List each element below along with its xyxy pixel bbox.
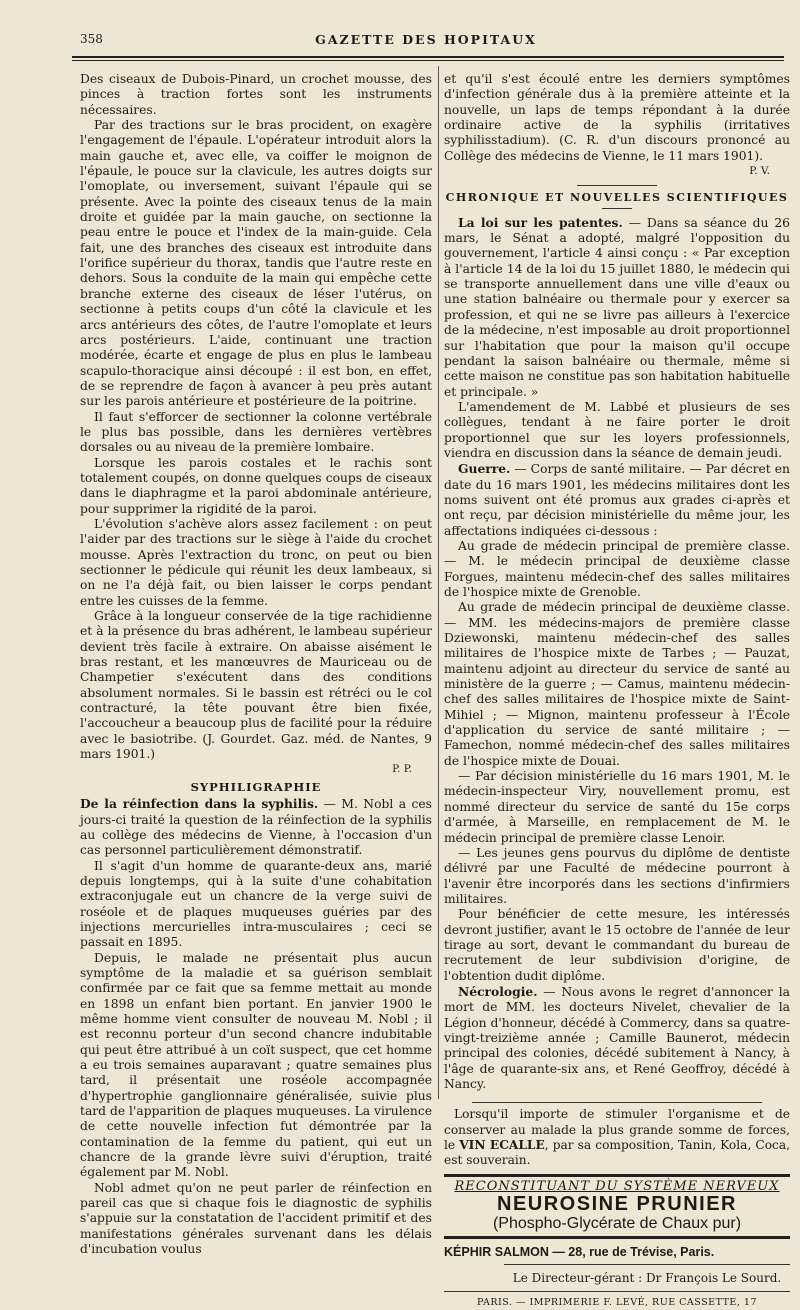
paragraph: et qu'il s'est écoulé entre les derniers symptômes d'infection générale dus à la première atteinte et la nouvelle, un laps de temps répondant à la durée ordinaire active de la syphilis (irritatives syphilisstadium). (C. R. d'un discours prononcé au Collège des médecins de Vienne, le 11 mars 1901). — [444, 72, 790, 163]
header-rule-thin — [72, 60, 784, 61]
advert-brand: VIN ECALLE — [459, 1138, 545, 1153]
advert-banner-product: NEUROSINE PRUNIER — [497, 1193, 737, 1216]
advert-rule — [472, 1102, 762, 1103]
separator-rule — [577, 185, 657, 186]
left-column — [80, 72, 432, 1257]
item-text: — Dans sa séance du 26 mars, le Sénat a adopté, malgré l'opposition du gouvernement, l'article 4 ainsi conçu : « Par exception à l'article 14 de la loi du 15 juillet 1880, le médecin qui se transporte annuellement dans une ville d'eaux ou une station balnéaire ou thermale pour y exercer sa profession, et qui ne se livre pas ailleurs à l'exercice de la médecine, n'est imposable au droit proportionnel sur l'habitation que pour la maison qu'il occupe pendant la saison balnéaire ou thermale, même si cette maison ne constitue pas son habitation habituelle et principale. » — [444, 215, 790, 399]
advert-banner-tagline: RECONSTITUANT DU SYSTÈME NERVEUX — [454, 1178, 780, 1194]
advert-kephir: KÉPHIR SALMON — 28, rue de Trévise, Paris. — [444, 1245, 715, 1260]
right-column — [444, 72, 790, 1308]
page-number: 358 — [80, 32, 103, 46]
header-rule — [72, 56, 784, 58]
signature: P. P. — [392, 763, 412, 776]
journal-title: GAZETTE DES HOPITAUX — [315, 32, 537, 47]
news-item: — Par décision ministérielle du 16 mars 1901, M. le médecin-inspecteur Viry, nouvellement promu, est nommé directeur du service de santé du 15e corps d'armée, à Marseille, en remplacement de M. le médecin principal de première classe Lenoir. — [444, 769, 790, 845]
separator-rule — [602, 208, 632, 209]
paragraph: Depuis, le malade ne présentait plus aucun symptôme de la maladie et sa guérison semblait confirmée par ce fait que sa femme mettait au monde en 1898 un enfant bien portant. En janvier 1900 le même homme vient consulter de nouveau M. Nobl ; il est reconnu porteur d'un second chancre indubitable qui peut être attribué à un coït suspect, que cet homme a eu trois semaines auparavant ; quatre semaines plus tard, il présentait une roséole accompagnée d'hypertrophie ganglionnaire généralisée, suivie plus tard de l'apparition de plaques muqueuses. La virulence de cette nouvelle infection fut démontrée par la contamination de la femme du patient, qui eut un chancre de la grande lèvre suivi d'éruption, traité également par M. Nobl. — [80, 950, 432, 1180]
advert-banner — [444, 1174, 790, 1239]
section-title-syphiligraphie: SYPHILIGRAPHIE — [190, 779, 322, 794]
paragraph: Des ciseaux de Dubois-Pinard, un crochet mousse, des pinces à traction fortes sont les instruments nécessaires. — [80, 72, 432, 117]
news-item — [444, 984, 790, 1092]
paragraph: Lorsque les parois costales et le rachis sont totalement coupés, on donne quelques coups de ciseaux dans le diaphragme et la paroi abdominale antérieure, pour supprimer la rigidité de la paroi. — [80, 455, 432, 516]
paragraph: L'évolution s'achève alors assez facilement : on peut l'aider par des tractions sur le siège à l'aide du crochet mousse. Après l'extraction du tronc, on peut ou bien sectionner le pédicule qui réunit les deux lambeaux, si on ne l'a déjà fait, ou bien laisser le corps pendant entre les cuisses de la femme. — [80, 516, 432, 608]
advert-text — [444, 1107, 790, 1168]
paragraph: Nobl admet qu'on ne peut parler de réinfection en pareil cas que si chaque fois le diagnostic de syphilis s'appuie sur la constatation de l'accident primitif et des manifestations générales survenant dans les délais d'incubation voulus — [80, 1180, 432, 1257]
news-item: L'amendement de M. Labbé et plusieurs de ses collègues, tendant à ne faire porter le droit proportionnel que sur les loyers professionnels, viendra en discussion dans la séance de demain jeudi. — [444, 399, 790, 460]
advert-text-before: Lorsqu'il importe de stimuler l'organisme et de conserver au malade la plus grande somme de forces, le — [444, 1107, 790, 1153]
paragraph: Grâce à la longueur conservée de la tige rachidienne et à la présence du bras adhérent, le lambeau supérieur devient très facile à extraire. On abaisse aisément le bras restant, et les manœuvres de Mauriceau ou de Champetier s'exécutent dans des conditions absolument normales. Si le bassin est rétréci ou le col contracturé, la tête pouvant être bien fixée, l'accoucheur a beaucoup plus de facilité pour la réduire avec le basiotribe. (J. Gourdet. Gaz. méd. de Nantes, 9 mars 1901.) — [80, 609, 432, 762]
news-item: — Les jeunes gens pourvus du diplôme de dentiste délivré par une Faculté de médecine pourront à l'avenir être incorporés dans les sections d'infirmiers militaires. — [444, 845, 790, 906]
paragraph: Il faut s'efforcer de sectionner la colonne vertébrale le plus bas possible, dans les dernières vertèbres dorsales ou au niveau de la première lombaire. — [80, 409, 432, 455]
article-text: — M. Nobl a ces jours-ci traité la question de la réinfection de la syphilis au collège des médecins de Vienne, à l'occasion d'un cas personnel particulièrement démonstratif. — [80, 797, 432, 858]
news-item: Au grade de médecin principal de deuxième classe. — MM. les médecins-majors de première classe Dziewonski, maintenu médecin-chef des salles militaires de l'hospice mixte de Tarbes ; — Pauzat, maintenu adjoint au directeur du service de santé au ministère de la guerre ; — Camus, maintenu médecin-chef des salles militaires de l'hospice mixte de Saint-Mihiel ; — Mignon, maintenu professeur à l'École d'application du service de santé militaire ; — Famechon, nommé médecin-chef des salles militaires de l'hospice mixte de Douai. — [444, 600, 790, 768]
printer-imprint: PARIS. — IMPRIMERIE F. LEVÉ, RUE CASSETTE, 17 — [444, 1291, 790, 1310]
news-item: Au grade de médecin principal de première classe. — M. le médecin principal de deuxième classe Forgues, maintenu médecin-chef des salles militaires de l'hospice mixte de Grenoble. — [444, 538, 790, 599]
page-header — [72, 30, 780, 50]
section-title-chronique: CHRONIQUE ET NOUVELLES SCIENTIFIQUES — [445, 191, 789, 205]
paragraph: Il s'agit d'un homme de quarante-deux ans, marié depuis longtemps, qui à la suite d'une cohabitation extraconjugale eut un chancre de la verge suivi de roséole et de plaques muqueuses guéries par des injections mercurielles intra-musculaires ; ceci se passait en 1895. — [80, 858, 432, 950]
signature: P. V. — [749, 165, 770, 178]
news-item — [444, 461, 790, 539]
item-lead: Nécrologie. — [458, 983, 538, 999]
directeur-gerant: Le Directeur-gérant : Dr François Le Sourd. — [504, 1264, 790, 1286]
news-item — [444, 215, 790, 400]
article-lead: De la réinfection dans la syphilis. — [80, 796, 319, 812]
item-lead: La loi sur les patentes. — [458, 214, 623, 230]
news-item: Pour bénéficier de cette mesure, les intéressés devront justifier, avant le 15 octobre de l'année de leur tirage au sort, devant le commandant du bureau de recrutement de leur subdivision d'origine, de l'obtention dudit diplôme. — [444, 907, 790, 983]
paragraph — [80, 796, 432, 858]
item-lead: Guerre. — [458, 461, 511, 477]
paragraph: Par des tractions sur le bras procident, on exagère l'engagement de l'épaule. L'opérateur introduit alors la main gauche et, avec elle, va coiffer le moignon de l'épaule, le pouce sur la clavicule, les autres doigts sur l'omoplate, ou inversement, suivant l'épaule qui se présente. Avec la pointe des ciseaux tenus de la main droite et guidée par la main gauche, on sectionne la peau entre le pouce et l'index de la main-guide. Cela fait, une des branches des ciseaux est introduite dans l'orifice supérieur du thorax, tandis que l'autre reste en dehors. Sous la conduite de la main qui empêche cette branche externe des ciseaux de léser l'utérus, on sectionne à petits coups d'un côté la clavicule et les arcs antérieurs des côtes, de l'autre l'omoplate et leurs arcs postérieurs. L'aide, continuant une traction modérée, écarte et engage de plus en plus le lambeau scapulo-thoracique ainsi découpé : il est bon, en effet, de se reprendre de façon à avancer à peu près autant sur les parois antérieure et postérieure de la poitrine. — [80, 118, 432, 409]
advert-text-after: , par sa composition, Tanin, Kola, Coca, est souverain. — [444, 1138, 790, 1168]
column-divider — [438, 66, 439, 1099]
item-text: — Nous avons le regret d'annoncer la mort de MM. les docteurs Nivelet, chevalier de la Légion d'honneur, décédé à Commercy, dans sa quatre-vingt-treizième année ; Camille Baunerot, médecin principal des colonies, décédé subitement à Nancy, à l'âge de quarante-six ans, et René Geoffroy, décédé à Nancy. — [444, 984, 790, 1091]
advert-banner-subtitle: (Phospho-Glycérate de Chaux pur) — [492, 1215, 742, 1233]
item-text: — Corps de santé militaire. — Par décret en date du 16 mars 1901, les médecins militaires dont les noms suivent ont été promus aux grades ci-après et ont reçu, par décision ministérielle du même jour, les affectations indiquées ci-dessous : — [444, 462, 790, 538]
